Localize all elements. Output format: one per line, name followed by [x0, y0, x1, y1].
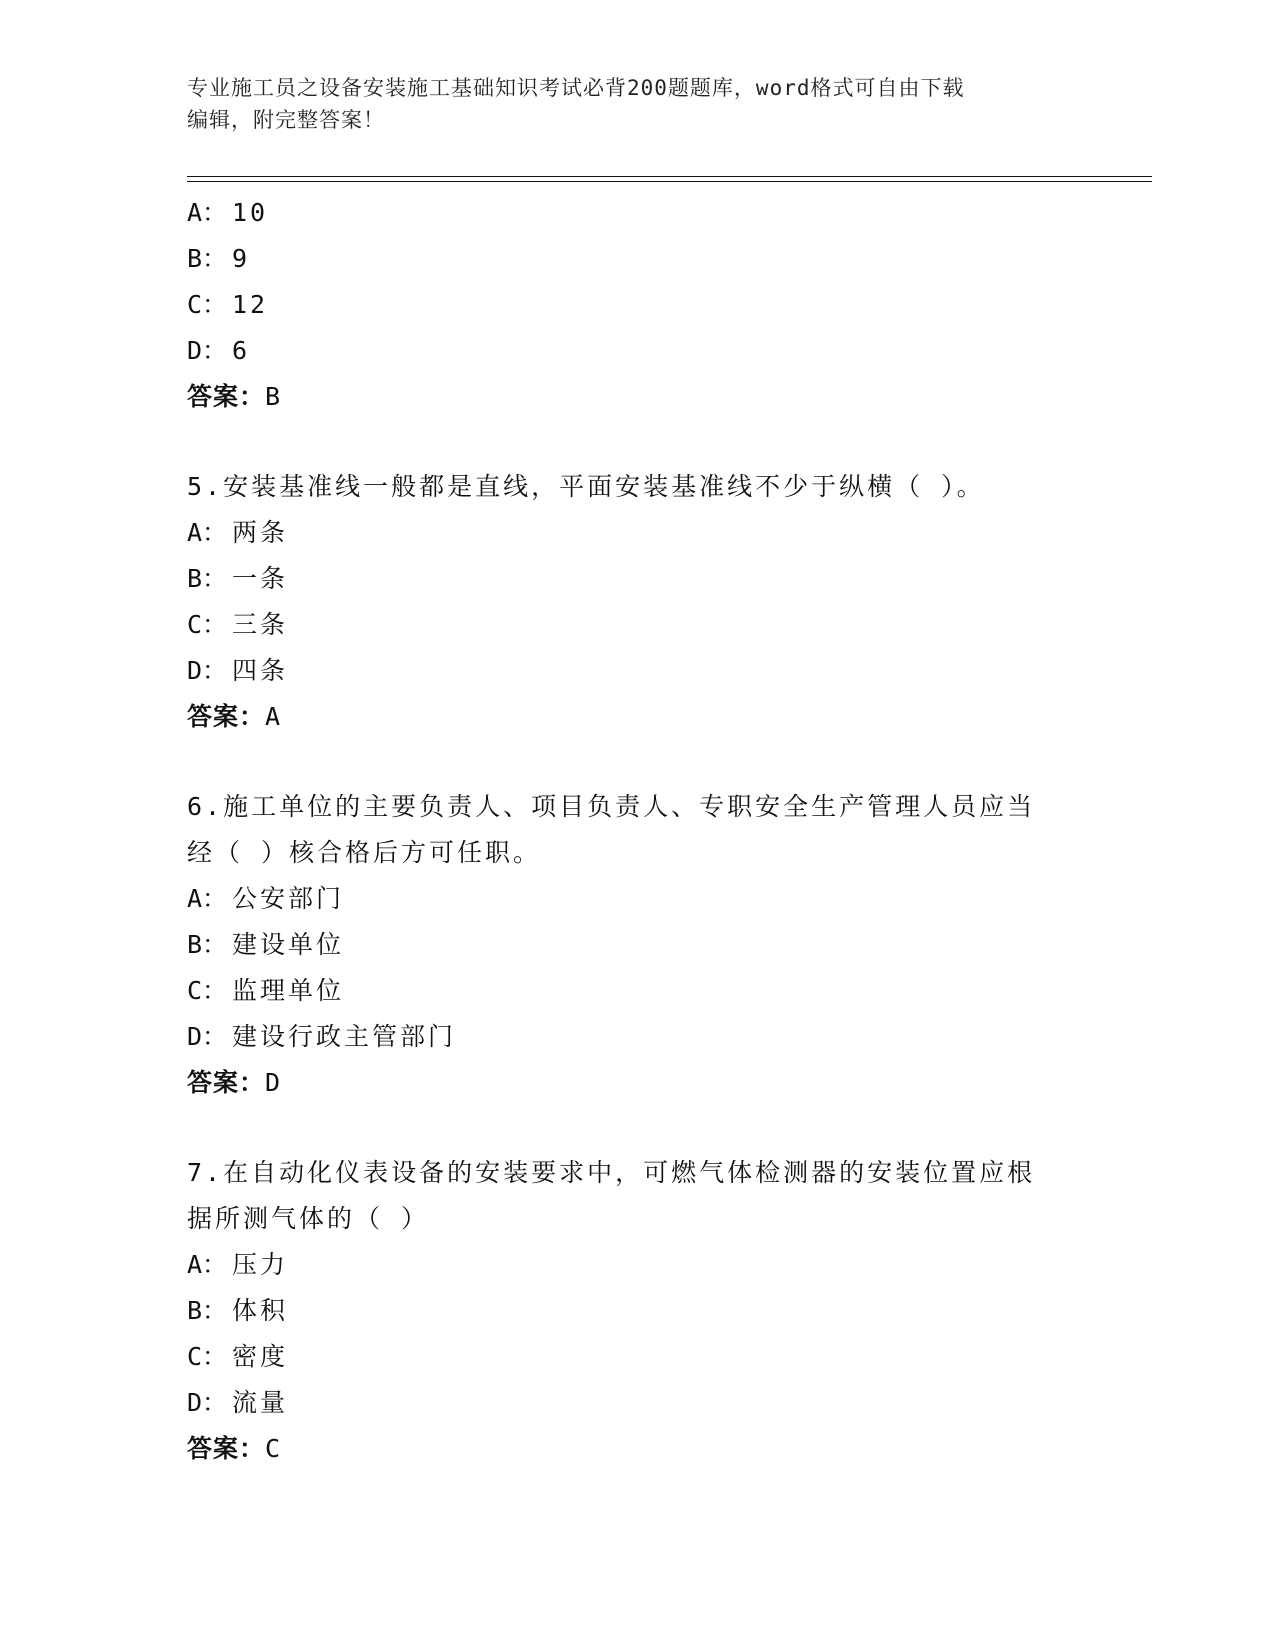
answer-line: 答案：B: [187, 382, 284, 411]
header-line-2: 编辑，附完整答案！: [187, 108, 385, 132]
option-a: A： 公安部门: [187, 884, 345, 913]
question-stem-line-1: 7.在自动化仪表设备的安装要求中，可燃气体检测器的安装位置应根: [187, 1158, 1036, 1187]
spacer: [187, 420, 1147, 464]
option-c: C： 监理单位: [187, 976, 345, 1005]
option-b: B： 建设单位: [187, 930, 345, 959]
answer-line: 答案：C: [187, 1434, 284, 1463]
question-stem: 5.安装基准线一般都是直线，平面安装基准线不少于纵横（ ）。: [187, 472, 985, 501]
option-c: C： 三条: [187, 610, 289, 639]
option-d: D： 四条: [187, 656, 289, 685]
option-d: D： 建设行政主管部门: [187, 1022, 457, 1051]
option-b: B： 9: [187, 244, 251, 273]
question-stem-line-2: 经（ ）核合格后方可任职。: [187, 838, 542, 867]
answer-line: 答案：D: [187, 1068, 284, 1097]
question-list: [187, 190, 1147, 1472]
question-4: [187, 190, 1147, 420]
spacer: [187, 1106, 1147, 1150]
answer-line: 答案：A: [187, 702, 284, 731]
question-6: [187, 784, 1147, 1106]
option-d: D： 6: [187, 336, 251, 365]
document-header: [187, 72, 1067, 136]
question-5: [187, 464, 1147, 740]
option-b: B： 体积: [187, 1296, 289, 1325]
option-b: B： 一条: [187, 564, 289, 593]
option-a: A： 10: [187, 198, 269, 227]
option-a: A： 两条: [187, 518, 289, 547]
question-stem-line-1: 6.施工单位的主要负责人、项目负责人、专职安全生产管理人员应当: [187, 792, 1036, 821]
question-stem-line-2: 据所测气体的（ ）: [187, 1204, 430, 1233]
option-d: D： 流量: [187, 1388, 289, 1417]
option-a: A： 压力: [187, 1250, 289, 1279]
option-c: C： 密度: [187, 1342, 289, 1371]
spacer: [187, 740, 1147, 784]
option-c: C： 12: [187, 290, 269, 319]
question-7: [187, 1150, 1147, 1472]
header-line-1: 专业施工员之设备安装施工基础知识考试必背200题题库，word格式可自由下载: [187, 76, 965, 100]
header-divider: [187, 176, 1152, 182]
